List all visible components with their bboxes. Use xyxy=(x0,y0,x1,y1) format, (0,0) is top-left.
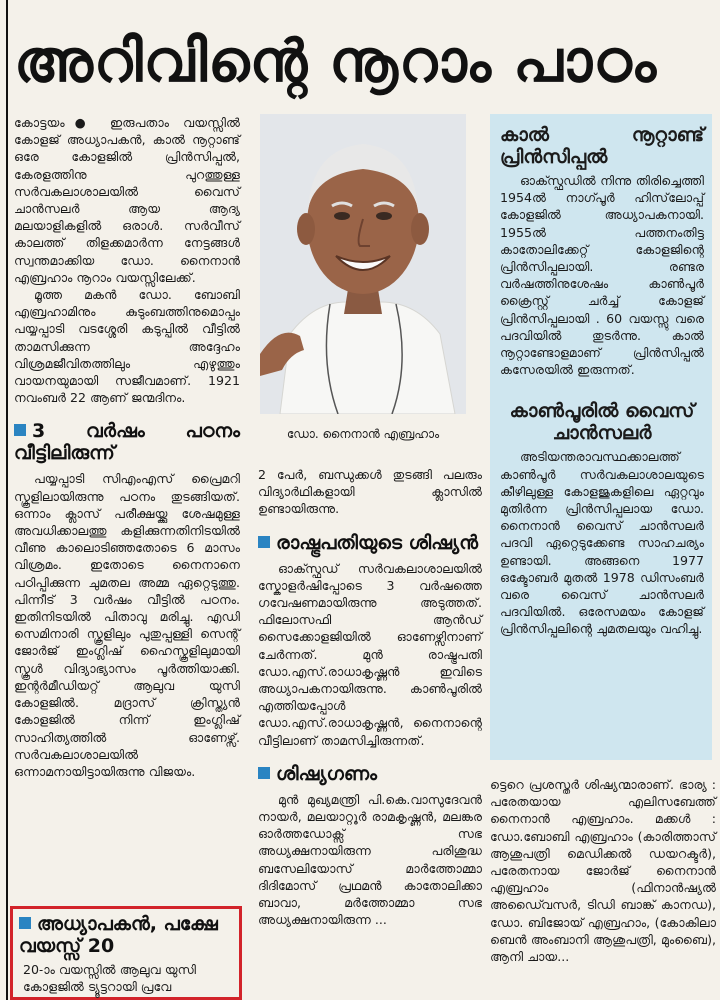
body-paragraph: പയ്യപ്പാടി സിഎംഎസ് പ്രൈമറി സ്കൂളിലായിരുന്നു പഠനം തുടങ്ങിയത്. ഒന്നാം ക്ലാസ് പരീക്ഷയ്ക്കു ശേഷമുള്ള അവധിക്കാലത്തു കളിക്കുന്നതിനിടയിൽ വീണു കാലൊടിഞ്ഞതോടെ 6 മാസം വിശ്രമം. ഇതോടെ നൈനാനെ പഠിപ്പിക്കുന്ന ചുമതല അമ്മ ഏറ്റെടുത്തു. പിന്നീട് 3 വർഷം വീട്ടിൽ പഠനം. ഇതിനിടയിൽ പിതാവു മരിച്ചു. എഡി സെമിനാരി സ്കൂളിലും പുതുപ്പള്ളി സെന്റ് ജോർജ് ഇംഗ്ലിഷ് ഹൈസ്കൂളിലുമായി സ്കൂൾ വിദ്യാഭ്യാസം പൂർത്തിയാക്കി. ഇന്റർമീഡിയറ്റ് ആലുവ യുസി കോളജിൽ. മദ്രാസ് ക്രിസ്ത്യൻ കോളജിൽ നിന്ന് ഇംഗ്ലിഷ് സാഹിത്യത്തിൽ ഓണേഴ്സ്. സർവകലാശാലയിൽ ഒന്നാമനായിട്ടായിരുന്നു വിജയം. xyxy=(14,471,240,779)
square-bullet-icon xyxy=(14,424,26,436)
subheading-disciples: ശിഷ്യഗണം xyxy=(258,763,482,785)
intro-paragraph-2: മൂത്ത മകൻ ഡോ. ബോബി എബ്രഹാമിനും കുടുംബത്തിനുമൊപ്പം പയ്യപ്പാടി വടശ്ശേരി കടുപ്പിൽ വീട്ടിൽ താമസിക്കുന്ന അദ്ദേഹം വിശ്രമജീവിതത്തിലും എഴുത്തും വായനയുമായി സജീവമാണ്. 1921 നവംബർ 22 ആണ് ജന്മദിനം. xyxy=(14,287,240,406)
subheading-president-disciple: രാഷ്ട്രപതിയുടെ ശിഷ്യൻ xyxy=(258,532,482,554)
sidebar-heading-principal: കാൽ നൂറ്റാണ്ട് പ്രിൻസിപ്പൽ xyxy=(500,124,704,168)
portrait-photo xyxy=(260,114,466,414)
article-column-3 xyxy=(490,776,716,965)
highlight-paragraph: 20-ാം വയസ്സിൽ ആലുവ യുസി കോളജിൽ ട്യൂട്ടറായി പ്രവേ xyxy=(23,962,196,995)
column-rule xyxy=(6,0,8,1000)
sidebar-paragraph: അടിയന്തരാവസ്ഥക്കാലത്ത് കാൺപൂർ സർവകലാശാലയുടെ കീഴിലുള്ള കോളജുകളിലെ ഏറ്റവും മുതിർന്ന പ്രിൻസിപ്പലായ ഡോ. നൈനാൻ വൈസ് ചാൻസലർ പദവി ഏറ്റെടുക്കേണ്ട സാഹചര്യം ഉണ്ടായി. അങ്ങനെ 1977 ഒക്ടോബർ മുതൽ 1978 ഡിസംബർ വരെ വൈസ് ചാൻസലർ പദവിയിൽ. ഒരേസമയം കോളജ് പ്രിൻസിപ്പലിന്റെ ചുമതലയും വഹിച്ചു. xyxy=(500,449,704,637)
square-bullet-icon xyxy=(19,917,31,929)
article-column-1 xyxy=(14,114,240,780)
sidebar-box xyxy=(490,114,712,760)
highlight-box xyxy=(10,906,242,1000)
sidebar-paragraph: ഓക്സ്ഫഡിൽ നിന്നു തിരിച്ചെത്തി 1954ൽ നാഗ്പൂർ ഹിസ്‌ലോപ്പ് കോളജിൽ അധ്യാപകനായി. 1955ൽ പത്തനംതിട്ട കാതോലിക്കേറ്റ് കോളജിന്റെ പ്രിൻസിപ്പലായി. രണ്ടര വർഷത്തിനുശേഷം കാൺപൂർ ക്രൈസ്റ്റ് ചർച്ച് കോളജ് പ്രിൻസിപ്പലായി . 60 വയസ്സു വരെ പദവിയിൽ തുടർന്നു. കാൽ നൂറ്റാണ്ടോളമാണ് പ്രിൻസിപ്പൽ കസേരയിൽ ഇരുന്നത്. xyxy=(500,173,704,378)
sidebar-heading-vice-chancellor: കാൺപൂരിൽ വൈസ് ചാൻസലർ xyxy=(509,400,695,445)
square-bullet-icon xyxy=(258,767,270,779)
intro-paragraph: കോട്ടയം● ഇരുപതാം വയസ്സിൽ കോളജ് അധ്യാപകൻ, കാൽ നൂറ്റാണ്ട് ഒരേ കോളജിൽ പ്രിൻസിപ്പൽ, കേരളത്തിനു പുറത്തുള്ള സർവകലാശാലയിൽ വൈസ് ചാൻസലർ ആയ ആദ്യ മലയാളികളിൽ ഒരാൾ. സർവീസ് കാലത്ത് തിളക്കമാർന്ന നേട്ടങ്ങൾ സ്വന്തമാക്കിയ ഡോ. നൈനാൻ എബ്രഹാം നൂറാം വയസ്സിലേക്ക്. xyxy=(14,115,240,285)
article-column-2 xyxy=(258,466,482,928)
square-bullet-icon xyxy=(258,536,270,548)
headline: അറിവിന്റെ നൂറാം പാഠം xyxy=(14,27,658,95)
portrait-illustration xyxy=(260,114,466,414)
body-paragraph: മുൻ മുഖ്യമന്ത്രി പി.കെ.വാസുദേവൻ നായർ, മലയാറ്റൂർ രാമകൃഷ്ണൻ, മലങ്കര ഓർത്തഡോക്സ് സഭ അധ്യക്ഷനായിരുന്ന പരിശുദ്ധ ബസേലിയോസ് മാർത്തോമ്മാ ദിദിമോസ് പ്രഥമൻ കാതോലിക്കാ ബാവാ, മർത്തോമ്മാ സഭ അധ്യക്ഷനായിരുന്ന ... xyxy=(258,791,482,928)
body-paragraph: ട്ടെറെ പ്രശസ്തർ ശിഷ്യന്മാരാണ്. ഭാര്യ : പരേതയായ എലിസബേത്ത് നൈനാൻ എബ്രഹാം. മക്കൾ : ഡോ.ബോബി എബ്രഹാം (കാരിത്താസ് ആശുപത്രി മെഡിക്കൽ ഡയറക്ടർ), പരേതനായ ജോർജ് നൈനാൻ എബ്രഹാം (ഫിനാൻഷ്യൽ അഡൈ്വസർ, ടിഡി ബാങ്ക് കാനഡ), ഡോ. ബിജോയ് എബ്രഹാം, (കോകിലാ ബെൻ അംബാനി ആശുപത്രി, മുംബൈ), ആനി ചായ... xyxy=(490,777,716,965)
photo-caption: ഡോ. നൈനാൻ എബ്രഹാം xyxy=(286,427,440,441)
subheading-3-years: 3 വർഷം പഠനം വീട്ടിലിരുന്ന് xyxy=(14,420,240,465)
continued-paragraph: 2 പേർ, ബന്ധുക്കൾ തുടങ്ങി പലരും വിദ്യാർഥികളായി ക്ലാസിൽ ഉണ്ടായിരുന്നു. xyxy=(258,467,482,517)
subheading-teacher: അധ്യാപകൻ, പക്ഷേ വയസ്സ് 20 xyxy=(19,913,218,957)
body-paragraph: ഓക്സ്ഫഡ് സർവകലാശാലയിൽ സ്കോളർഷിപ്പോടെ 3 വർഷത്തെ ഗവേഷണമായിരുന്നു അടുത്തത്. ഫിലോസഫി ആൻഡ് സൈക്കോളജിയിൽ ഓണേഴ്സിനാണ് ചേർന്നത്. മുൻ രാഷ്ട്രപതി ഡോ.എസ്.രാധാകൃഷ്ണൻ ഇവിടെ അധ്യാപകനായിരുന്നു. കാൺപൂരിൽ എത്തിയപ്പോൾ ഡോ.എസ്.രാധാകൃഷ്ണൻ, നൈനാന്റെ വീട്ടിലാണ് താമസിച്ചിരുന്നത്. xyxy=(258,560,482,748)
